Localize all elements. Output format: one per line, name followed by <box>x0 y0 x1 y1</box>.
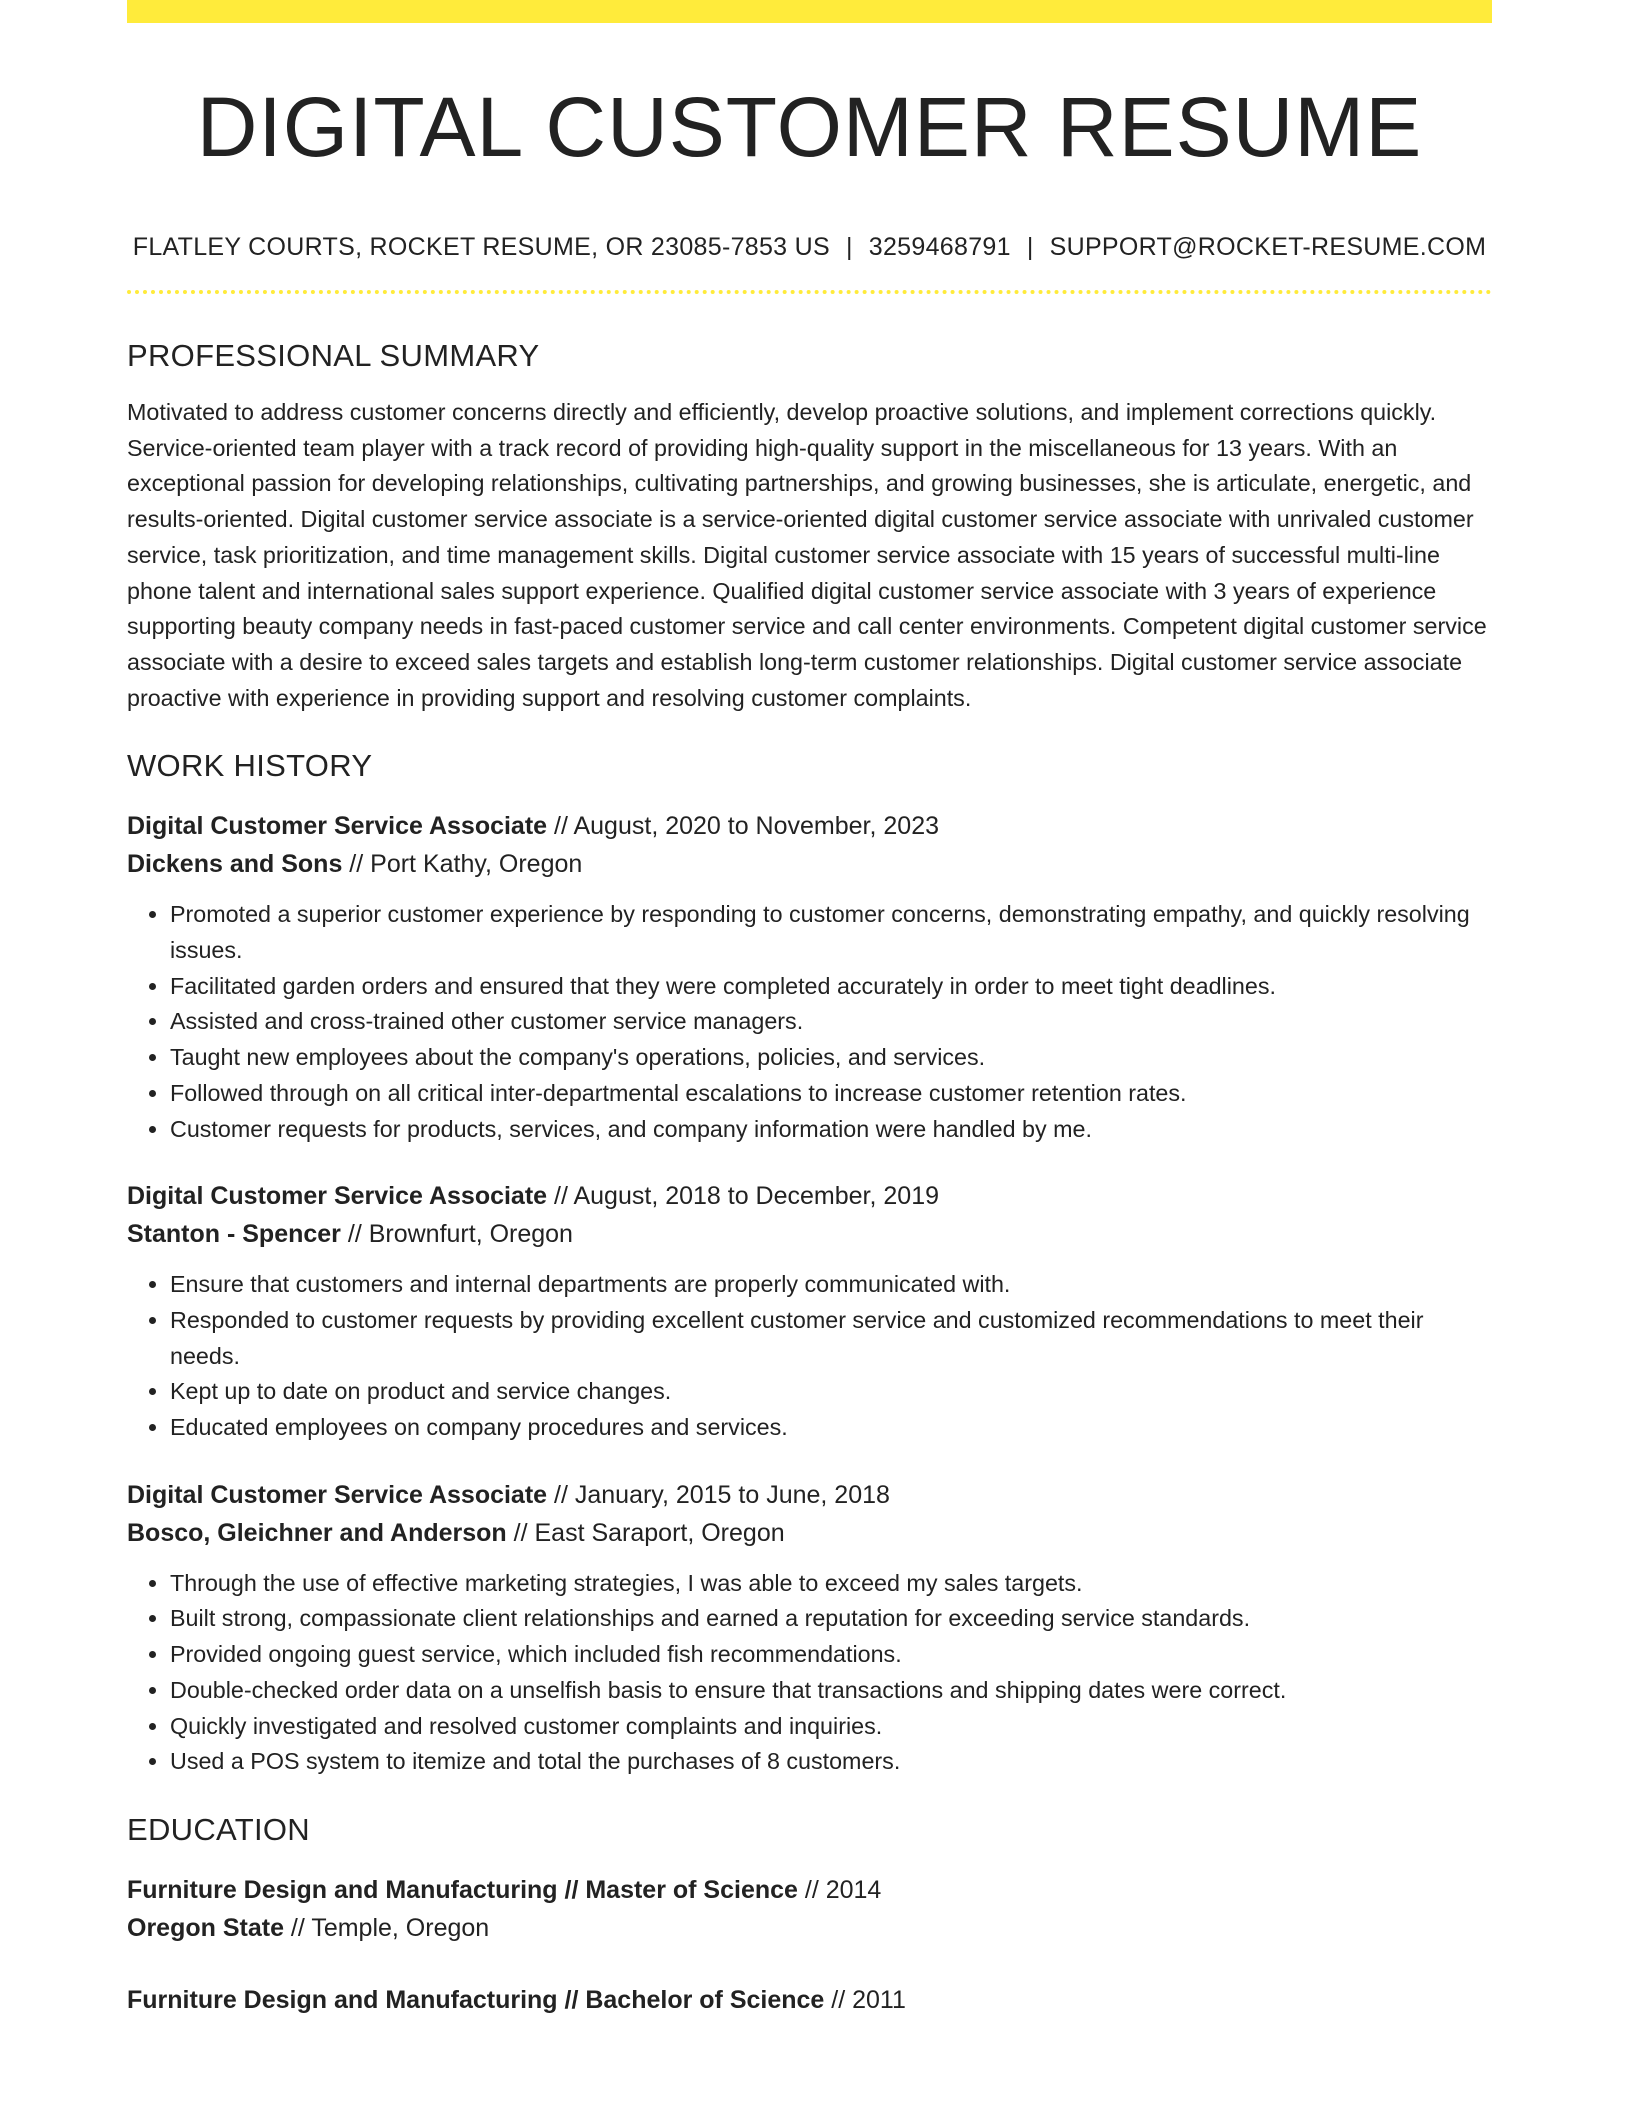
contact-line <box>127 235 1492 263</box>
job-bullet: • Used a POS system to itemize and total the purchases of 8 customers. <box>170 1744 1492 1780</box>
job-dates: // August, 2020 to November, 2023 <box>547 812 940 841</box>
job-bullets <box>127 1566 1492 1780</box>
job-location: // Port Kathy, Oregon <box>342 850 583 879</box>
job-company-line <box>127 1215 1492 1253</box>
job-bullet: • Provided ongoing guest service, which included fish recommendations. <box>170 1637 1492 1673</box>
education-heading: EDUCATION <box>127 1811 310 1847</box>
job-bullet: • Ensure that customers and internal departments are properly communicated with. <box>170 1267 1492 1303</box>
job-bullet: • Built strong, compassionate client relationships and earned a reputation for exceeding service standards. <box>170 1601 1492 1637</box>
job-title-line <box>127 807 1492 845</box>
job-bullet: • Educated employees on company procedures and services. <box>170 1410 1492 1446</box>
dotted-divider <box>127 290 1492 294</box>
job-bullet: • Customer requests for products, services, and company information were handled by me. <box>170 1112 1492 1148</box>
job-bullet: • Assisted and cross-trained other customer service managers. <box>170 1004 1492 1040</box>
job-location: // East Saraport, Oregon <box>506 1518 785 1547</box>
job-dates: // August, 2018 to December, 2019 <box>547 1182 940 1211</box>
contact-separator: | <box>1026 233 1034 261</box>
education-school: Oregon State <box>127 1913 284 1942</box>
job-bullet: • Taught new employees about the company's operations, policies, and services. <box>170 1040 1492 1076</box>
education-degree: Furniture Design and Manufacturing // Master of Science <box>127 1875 798 1904</box>
job-title: Digital Customer Service Associate <box>127 1182 548 1211</box>
resume-page <box>127 0 1492 2019</box>
job-bullets <box>127 897 1492 1147</box>
contact-email[interactable]: SUPPORT@ROCKET-RESUME.COM <box>1049 233 1487 261</box>
job-bullet: • Kept up to date on product and service changes. <box>170 1374 1492 1410</box>
resume-title: DIGITAL CUSTOMER RESUME <box>196 80 1423 174</box>
top-accent-bar <box>127 0 1492 23</box>
job-dates: // January, 2015 to June, 2018 <box>547 1480 890 1509</box>
contact-address: FLATLEY COURTS, ROCKET RESUME, OR 23085-7853 US <box>132 233 830 261</box>
education-degree: Furniture Design and Manufacturing // Bachelor of Science <box>127 1985 825 2014</box>
job-company-line <box>127 1514 1492 1552</box>
job-company: Dickens and Sons <box>127 850 343 879</box>
job-bullet: • Promoted a superior customer experience by responding to customer concerns, demonstrating empathy, and quickly resolving issues. <box>170 897 1492 968</box>
education-degree-line <box>127 1871 1492 1909</box>
education-entry <box>127 1981 1492 2019</box>
contact-phone[interactable]: 3259468791 <box>868 233 1011 261</box>
contact-separator: | <box>845 233 853 261</box>
education-school-line <box>127 1909 1492 1947</box>
job-company: Bosco, Gleichner and Anderson <box>127 1518 507 1547</box>
job-title: Digital Customer Service Associate <box>127 1480 548 1509</box>
job-bullets <box>127 1267 1492 1446</box>
job-bullet: • Followed through on all critical inter-departmental escalations to increase customer retention rates. <box>170 1076 1492 1112</box>
education-degree-line <box>127 1981 1492 2019</box>
job-title-line <box>127 1177 1492 1215</box>
summary-heading: PROFESSIONAL SUMMARY <box>127 338 540 373</box>
job-entry <box>127 1177 1492 1446</box>
job-bullet: • Double-checked order data on a unselfish basis to ensure that transactions and shipping dates were correct. <box>170 1673 1492 1709</box>
summary-text: Motivated to address customer concerns directly and efficiently, develop proactive solutions, and implement corrections quickly. Service-oriented team player with a track record of providing high-quality support in the miscellaneous for 13 years. With an exceptional passion for developing relationships, cultivating partnerships, and growing businesses, she is articulate, energetic, and results-oriented. Digital customer service associate is a service-oriented digital customer service associate with unrivaled customer service, task prioritization, and time management skills. Digital customer service associate with 15 years of successful multi-line phone talent and international sales support experience. Qualified digital customer service associate with 3 years of experience supporting beauty company needs in fast-paced customer service and call center environments. Competent digital customer service associate with a desire to exceed sales targets and establish long-term customer relationships. Digital customer service associate proactive with experience in providing support and resolving customer complaints. <box>127 399 1487 711</box>
job-company-line <box>127 845 1492 883</box>
job-company: Stanton - Spencer <box>127 1220 341 1249</box>
job-location: // Brownfurt, Oregon <box>340 1220 573 1249</box>
education-entry <box>127 1871 1492 1947</box>
job-entry <box>127 1476 1492 1780</box>
job-title-line <box>127 1476 1492 1514</box>
job-bullet: • Responded to customer requests by providing excellent customer service and customized recommendations to meet their needs. <box>170 1303 1492 1374</box>
job-entry <box>127 807 1492 1147</box>
education-location: // Temple, Oregon <box>283 1913 490 1942</box>
job-bullet: • Quickly investigated and resolved customer complaints and inquiries. <box>170 1709 1492 1745</box>
education-year: // 2014 <box>797 1875 882 1904</box>
job-bullet: • Facilitated garden orders and ensured that they were completed accurately in order to meet tight deadlines. <box>170 969 1492 1005</box>
job-bullet: • Through the use of effective marketing strategies, I was able to exceed my sales targets. <box>170 1566 1492 1602</box>
job-title: Digital Customer Service Associate <box>127 812 548 841</box>
work-history-heading: WORK HISTORY <box>127 748 373 784</box>
education-year: // 2011 <box>824 1985 906 2014</box>
